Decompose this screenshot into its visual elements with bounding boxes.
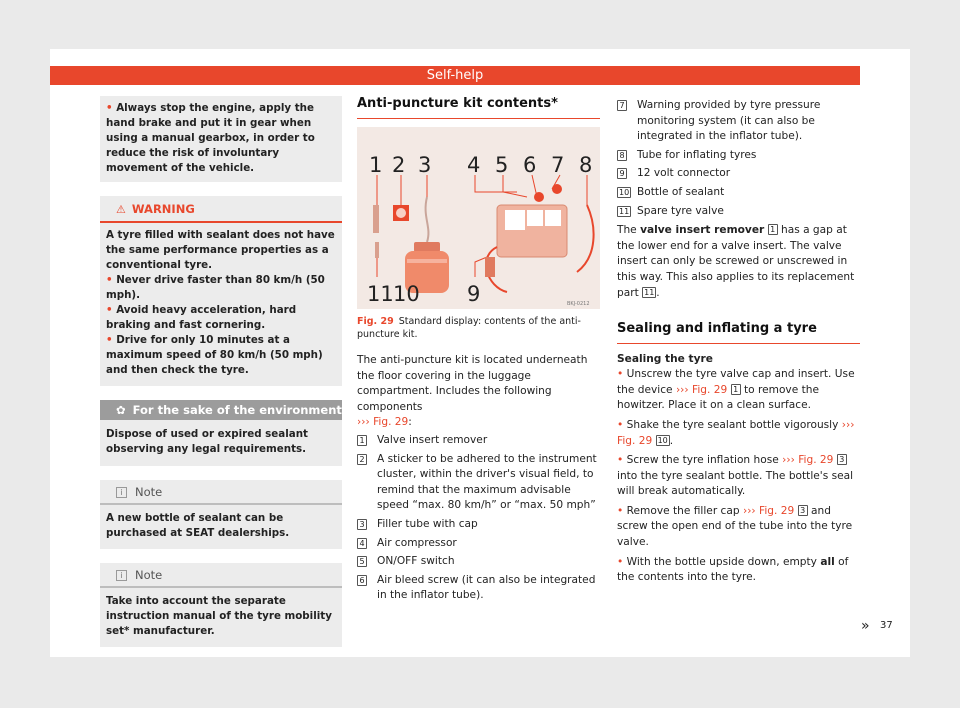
environment-title: ✿ For the sake of the environment — [100, 400, 342, 420]
list-item: 7 Warning provided by tyre pressure monitoring system (it can also be integrated in the inflator tube). — [617, 98, 860, 145]
step-item: • Unscrew the tyre valve cap and insert. Use the device ››› Fig. 29 1 to remove the howitzer. Place it on a clean surface. — [617, 368, 855, 412]
component-list-continued — [617, 98, 860, 219]
callout-label: 8 — [579, 153, 593, 177]
environment-box — [100, 400, 342, 466]
list-item: 6 Air bleed screw (it can also be integrated in the inflator tube). — [357, 573, 600, 604]
section-title: Sealing and inflating a tyre — [617, 321, 860, 344]
list-item: 1 Valve insert remover — [357, 433, 600, 449]
callout-label: 2 — [392, 153, 406, 177]
running-header: Self-help — [50, 66, 860, 85]
figure-29 — [357, 127, 600, 309]
intro-text: • Always stop the engine, apply the hand brake and put it in gear when using a manual gearbox, in order to reduce the risk of involuntary movement of the vehicle. — [106, 102, 315, 174]
warning-title: ⚠ WARNING — [100, 196, 342, 223]
note-box — [100, 480, 342, 549]
list-item: 5 ON/OFF switch — [357, 554, 600, 570]
list-item: 9 12 volt connector — [617, 166, 860, 182]
note-box — [100, 563, 342, 647]
info-icon: i — [116, 487, 127, 498]
note-text: Take into account the separate instruction manual of the tyre mobility set* manufacturer. — [106, 595, 332, 637]
list-item: 2 A sticker to be adhered to the instrument cluster, within the driver's visual field, to remind that the maximum advisable speed “max. 80 km/h” or “max. 50 mph” — [357, 452, 600, 514]
environment-text: Dispose of used or expired sealant observing any legal requirements. — [106, 428, 308, 455]
callout-label: 3 — [418, 153, 432, 177]
list-item: 11 Spare tyre valve — [619, 204, 724, 217]
callout-label: 1 — [369, 153, 383, 177]
info-icon: i — [116, 570, 127, 581]
middle-column — [357, 96, 600, 607]
component-list — [357, 433, 600, 604]
callout-label: 6 — [523, 153, 537, 177]
warning-bullet: • Avoid heavy acceleration, hard braking and fast cornering. — [106, 304, 297, 331]
figure-reference-link[interactable]: ››› Fig. 29 — [617, 418, 855, 447]
figure-code: BKJ-0212 — [567, 301, 590, 307]
warning-triangle-icon: ⚠ — [116, 203, 126, 216]
callout-label: 4 — [467, 153, 481, 177]
step-item: • Screw the tyre inflation hose ››› Fig. 29 3 into the tyre sealant bottle. The bottle's seal will break automatically. — [617, 454, 854, 498]
warning-bullet: • Drive for only 10 minutes at a maximum speed of 80 km/h (50 mph) and then check the tyre. — [106, 334, 323, 376]
valve-paragraph: The valve insert remover 1 has a gap at the lower end for a valve insert. The valve insert can only be screwed or unscrewed in this way. This also applies to its replacement part 11 . — [617, 224, 855, 299]
callout-label: 9 — [467, 282, 481, 306]
list-item: 10 Bottle of sealant — [619, 185, 725, 198]
section-title: Anti-puncture kit contents* — [357, 96, 600, 119]
figure-reference-link[interactable]: ››› Fig. 29 — [357, 416, 409, 429]
warning-box — [100, 196, 342, 386]
callout-label: 5 — [495, 153, 509, 177]
page-number: 37 — [880, 620, 893, 631]
environment-icon: ✿ — [116, 403, 126, 417]
step-item: • Remove the filler cap ››› Fig. 29 3 and screw the open end of the tube into the tyre valve. — [617, 504, 853, 549]
figure-reference-link[interactable]: ››› Fig. 29 — [782, 454, 834, 467]
list-item: 3 Filler tube with cap — [357, 517, 600, 533]
figure-reference-link[interactable]: ››› Fig. 29 — [675, 383, 728, 396]
step-item: • With the bottle upside down, empty all of the contents into the tyre. — [617, 555, 849, 584]
note-title: i Note — [100, 563, 342, 588]
figure-reference-link[interactable]: ››› Fig. 29 — [742, 504, 795, 517]
subheading: Sealing the tyre — [617, 353, 713, 366]
step-item: • Shake the tyre sealant bottle vigorously ››› Fig. 29 10 . — [617, 418, 855, 447]
list-item: 4 Air compressor — [357, 536, 600, 552]
figure-callouts — [357, 127, 600, 309]
figure-caption: Fig. 29 Standard display: contents of the anti-puncture kit. — [357, 316, 581, 340]
continued-marker: » — [861, 618, 870, 634]
callout-label: 11 — [367, 282, 394, 306]
intro-box — [100, 96, 342, 182]
note-title: i Note — [100, 480, 342, 505]
right-column — [617, 96, 860, 590]
left-column — [100, 96, 342, 661]
callout-label: 7 — [551, 153, 565, 177]
intro-paragraph: The anti-puncture kit is located underneath the floor covering in the luggage compartment. Includes the following components ››› Fig. 29: — [357, 354, 588, 429]
warning-bullet: • Never drive faster than 80 km/h (50 mph). — [106, 274, 325, 301]
list-item: 8 Tube for inflating tyres — [617, 148, 860, 164]
warning-text: A tyre filled with sealant does not have the same performance properties as a conventional tyre. — [106, 229, 335, 271]
note-text: A new bottle of sealant can be purchased at SEAT dealerships. — [106, 512, 290, 539]
callout-label: 10 — [393, 282, 420, 306]
